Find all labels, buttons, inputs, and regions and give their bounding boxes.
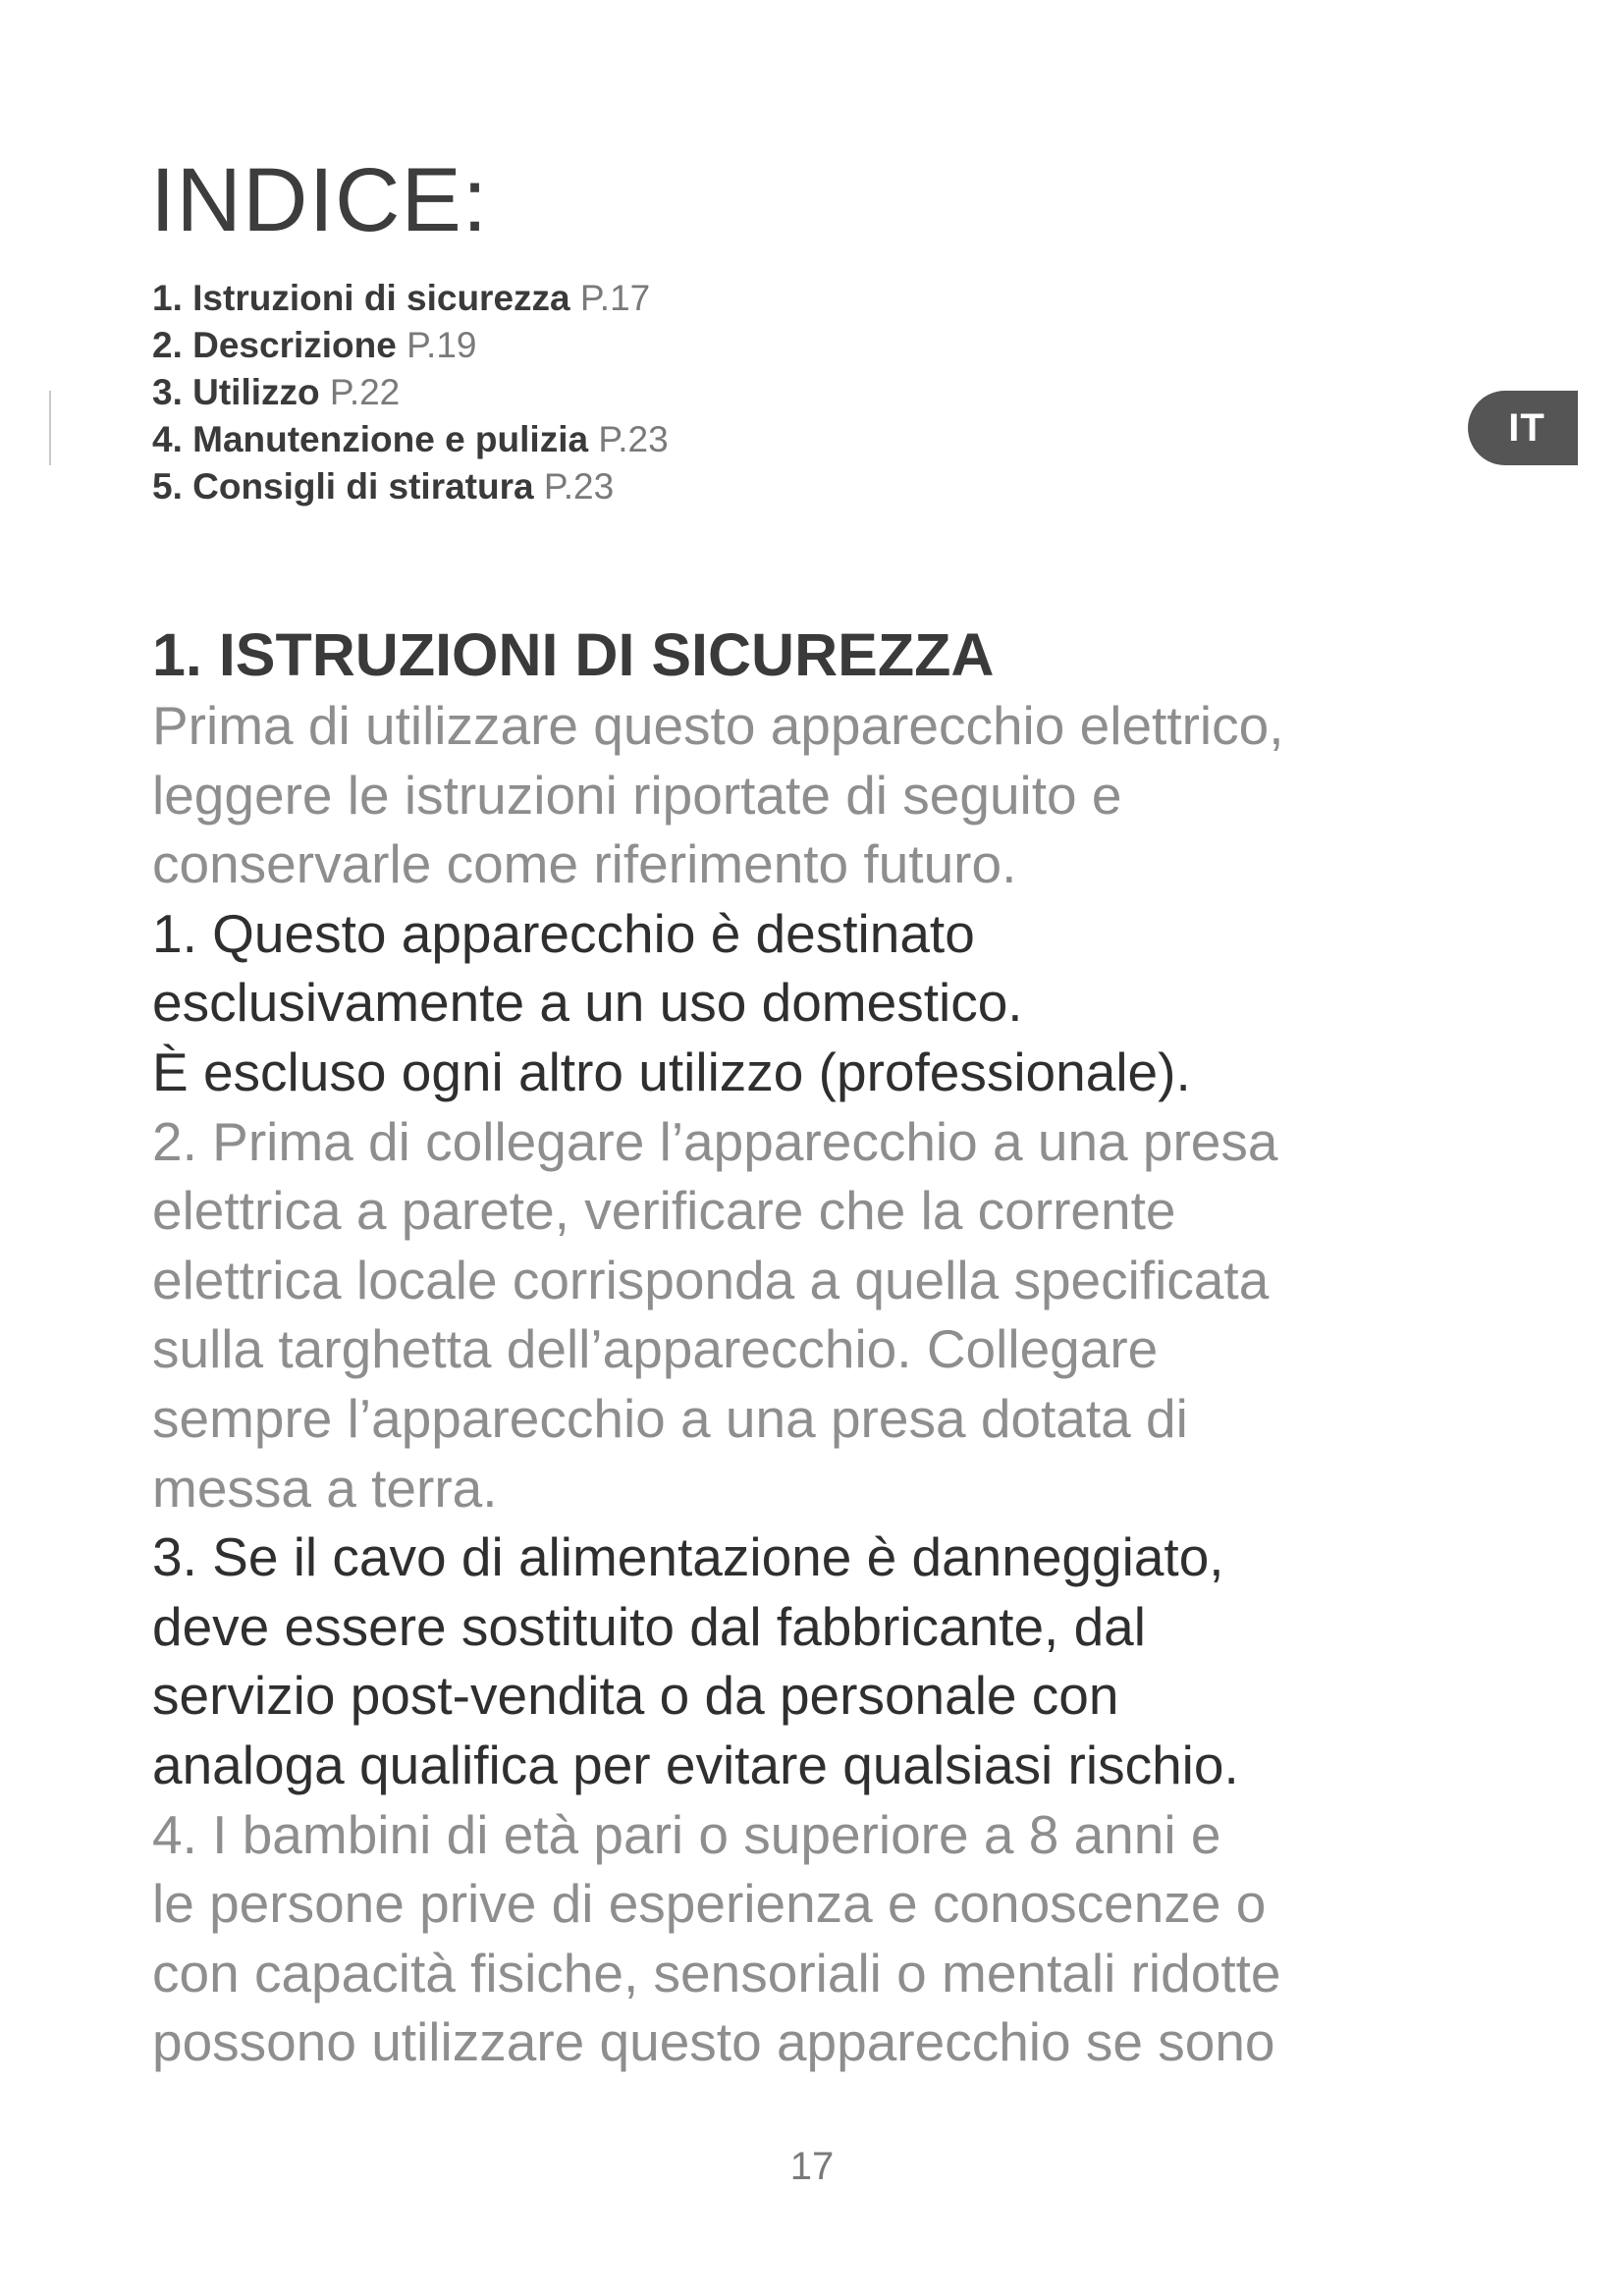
margin-rule	[49, 391, 51, 465]
intro-paragraph	[152, 691, 1488, 899]
text-line: esclusivamente a un uso domestico.	[152, 972, 1023, 1034]
toc-item-label: 2. Descrizione	[152, 325, 397, 365]
text-line: sulla targhetta dell’apparecchio. Collegare	[152, 1318, 1159, 1380]
toc-item-page: P.23	[598, 419, 669, 459]
text-line: È escluso ogni altro utilizzo (professionale).	[152, 1041, 1191, 1102]
instruction-paragraph-3	[152, 1522, 1488, 1799]
toc-item-label: 5. Consigli di stiratura	[152, 466, 534, 507]
section-heading: 1. ISTRUZIONI DI SICUREZZA	[152, 621, 995, 688]
toc-item[interactable]	[152, 463, 669, 510]
text-line: Prima di utilizzare questo apparecchio elettrico,	[152, 695, 1284, 756]
toc-item[interactable]	[152, 275, 669, 322]
text-line: deve essere sostituito dal fabbricante, dal	[152, 1595, 1146, 1657]
text-line: 4. I bambini di età pari o superiore a 8 anni e	[152, 1803, 1221, 1865]
text-line: elettrica locale corrisponda a quella specificata	[152, 1249, 1270, 1310]
text-line: analoga qualifica per evitare qualsiasi rischio.	[152, 1734, 1239, 1795]
toc-item-label: 3. Utilizzo	[152, 372, 320, 412]
toc-item-label: 4. Manutenzione e pulizia	[152, 419, 589, 459]
instruction-paragraph-1	[152, 899, 1488, 1107]
text-line: 3. Se il cavo di alimentazione è danneggiato,	[152, 1526, 1224, 1588]
page-title: INDICE:	[150, 150, 489, 250]
instruction-paragraph-4	[152, 1800, 1488, 2077]
toc-item-page: P.17	[579, 278, 651, 318]
page-number: 17	[789, 2145, 835, 2188]
text-line: 1. Questo apparecchio è destinato	[152, 902, 975, 964]
toc-item[interactable]	[152, 369, 669, 416]
toc-item[interactable]	[152, 322, 669, 369]
text-line: sempre l’apparecchio a una presa dotata di	[152, 1387, 1188, 1449]
toc-item-page: P.19	[406, 325, 477, 365]
text-line: elettrica a parete, verificare che la corrente	[152, 1180, 1176, 1242]
text-line: conservarle come riferimento futuro.	[152, 833, 1017, 895]
language-tab: IT	[1468, 391, 1578, 465]
text-line: messa a terra.	[152, 1457, 498, 1519]
instruction-paragraph-2	[152, 1107, 1488, 1523]
table-of-contents	[152, 275, 669, 510]
text-line: servizio post-vendita o da personale con	[152, 1665, 1119, 1727]
toc-item-page: P.23	[543, 466, 615, 507]
toc-item-page: P.22	[329, 372, 401, 412]
text-line: leggere le istruzioni riportate di seguito e	[152, 764, 1122, 826]
toc-item-label: 1. Istruzioni di sicurezza	[152, 278, 570, 318]
toc-item[interactable]	[152, 416, 669, 463]
text-line: 2. Prima di collegare l’apparecchio a una presa	[152, 1110, 1278, 1172]
text-line: con capacità fisiche, sensoriali o mentali ridotte	[152, 1942, 1281, 2003]
text-line: possono utilizzare questo apparecchio se sono	[152, 2011, 1275, 2073]
section-body	[152, 691, 1488, 2077]
text-line: le persone prive di esperienza e conoscenze o	[152, 1873, 1267, 1935]
